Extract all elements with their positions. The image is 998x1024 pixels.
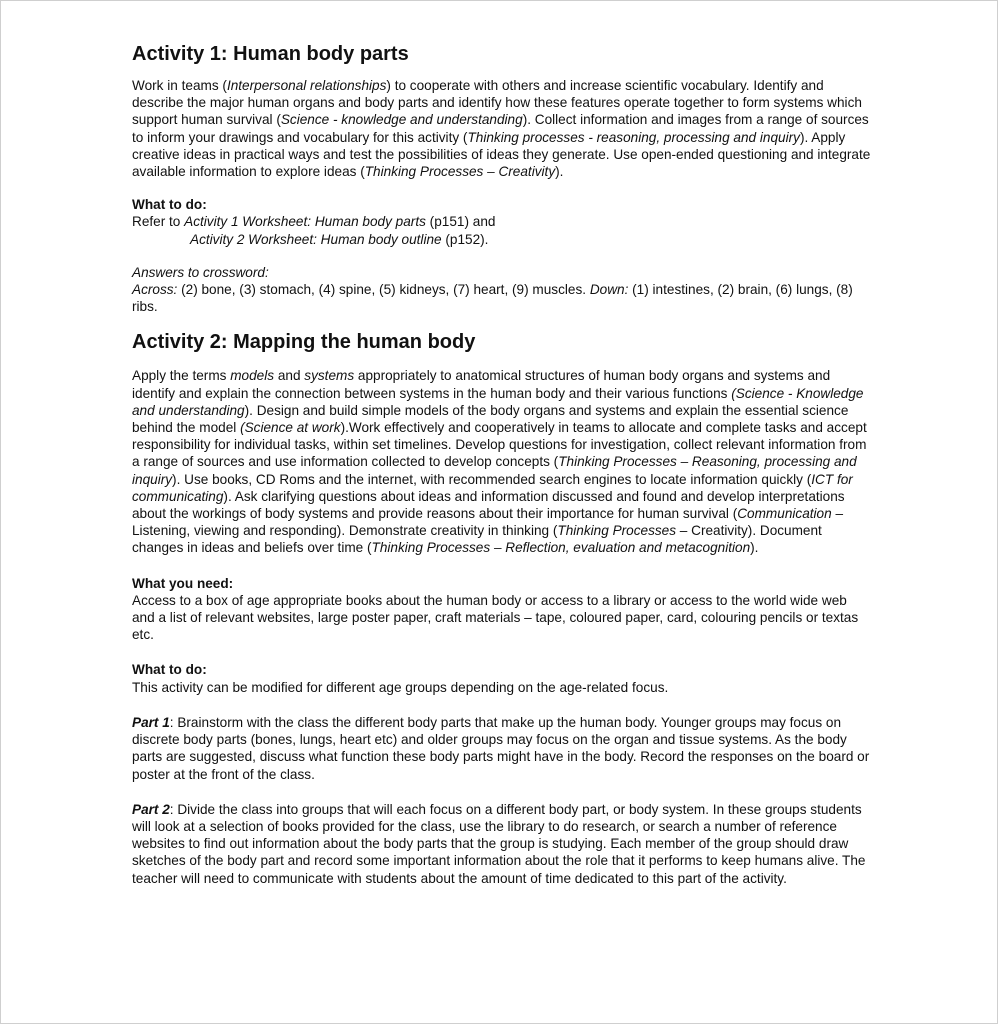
what-you-need-section: [132, 575, 872, 644]
crossword-answers-label: Answers to crossword:: [132, 264, 269, 280]
document-content: [132, 41, 872, 887]
down-label: Down:: [589, 282, 629, 298]
part2-paragraph: [132, 801, 872, 887]
activity1-what-to-do: [132, 196, 872, 248]
activity2-what-to-do: [132, 661, 872, 695]
across-label: Across:: [132, 282, 178, 298]
activity2-heading: Activity 2: Mapping the human body: [132, 331, 476, 354]
activity2-intro-paragraph: Apply the terms models and systems appropriately to anatomical structures of human body organs and systems and identify and explain the connection between systems in the human body and their various functions (Science - Knowledge and understanding). Design and build simple models of the body organs and systems and explain the essential science behind the model (Science at work).Work effectively and cooperatively in teams to allocate and complete tasks and accept responsibility for individual tasks, within set timelines. Develop questions for investigation, collect relevant information from a range of sources and use information collected to develop concepts (Thinking Processes – Reasoning, processing and inquiry). Use books, CD Roms and the internet, with recommended search engines to locate information quickly (ICT for communicating). Ask clarifying questions about ideas and information discussed and found and develop interpretations about the workings of body systems and provide reasons about their importance for human survival (Communication – Listening, viewing and responding). Demonstrate creativity in thinking (Thinking Processes – Creativity). Document changes in ideas and beliefs over time (Thinking Processes – Reflection, evaluation and metacognition).: [132, 368, 867, 556]
activity1-what-to-do-label: What to do:: [132, 197, 207, 213]
part1-text: : Brainstorm with the class the different body parts that make up the human body. Younger groups may focus on discrete body parts (bones, lungs, heart etc) and older groups may focus on the organ and tissue systems. As the body parts are suggested, discuss what function these body parts might have in the body. Record the responses on the board or poster at the front of the class.: [132, 714, 870, 782]
part1-paragraph: [132, 714, 872, 783]
down-answers: (1) intestines, (2) brain, (6) lungs, (8) ribs.: [132, 282, 853, 315]
what-you-need-label: What you need:: [132, 575, 234, 591]
worksheet-reference-2: Activity 2 Worksheet: Human body outline (p152).: [190, 231, 489, 247]
activity1-intro-paragraph: Work in teams (Interpersonal relationships) to cooperate with others and increase scientific vocabulary. Identify and describe the major human organs and body parts and identify how these features operate together to form systems which support human survival (Science - knowledge and understanding). Collect information and images from a range of sources to inform your drawings and vocabulary for this activity (Thinking processes - reasoning, processing and inquiry). Apply creative ideas in practical ways and test the possibilities of ideas they generate. Use open-ended questioning and integrate available information to explore ideas (Thinking Processes – Creativity).: [132, 78, 871, 180]
part1-label: Part 1: [132, 714, 170, 730]
across-answers: (2) bone, (3) stomach, (4) spine, (5) kidneys, (7) heart, (9) muscles.: [177, 282, 590, 298]
what-you-need-text: Access to a box of age appropriate books about the human body or access to a library or access to the world wide web and a list of relevant websites, large poster paper, craft materials – tape, coloured paper, card, colouring pencils or textas etc.: [132, 592, 859, 643]
activity2-what-to-do-label: What to do:: [132, 662, 207, 678]
activity1-heading: Activity 1: Human body parts: [132, 43, 409, 65]
activity2-what-to-do-text: This activity can be modified for different age groups depending on the age-related focus.: [132, 679, 669, 695]
part2-text: : Divide the class into groups that will each focus on a different body part, or body system. In these groups students will look at a selection of books provided for the class, use the library to do research, or search a number of reference websites to find out information about the body parts that the group is studying. Each member of the group should draw sketches of the body part and record some important information about the role that it performs to keep humans alive. The teacher will need to communicate with students about the amount of time dedicated to this part of the activity.: [132, 801, 866, 886]
worksheet-reference-1: Refer to Activity 1 Worksheet: Human body parts (p151) and: [132, 214, 496, 230]
crossword-answers: [132, 264, 872, 316]
part2-label: Part 2: [132, 801, 170, 817]
